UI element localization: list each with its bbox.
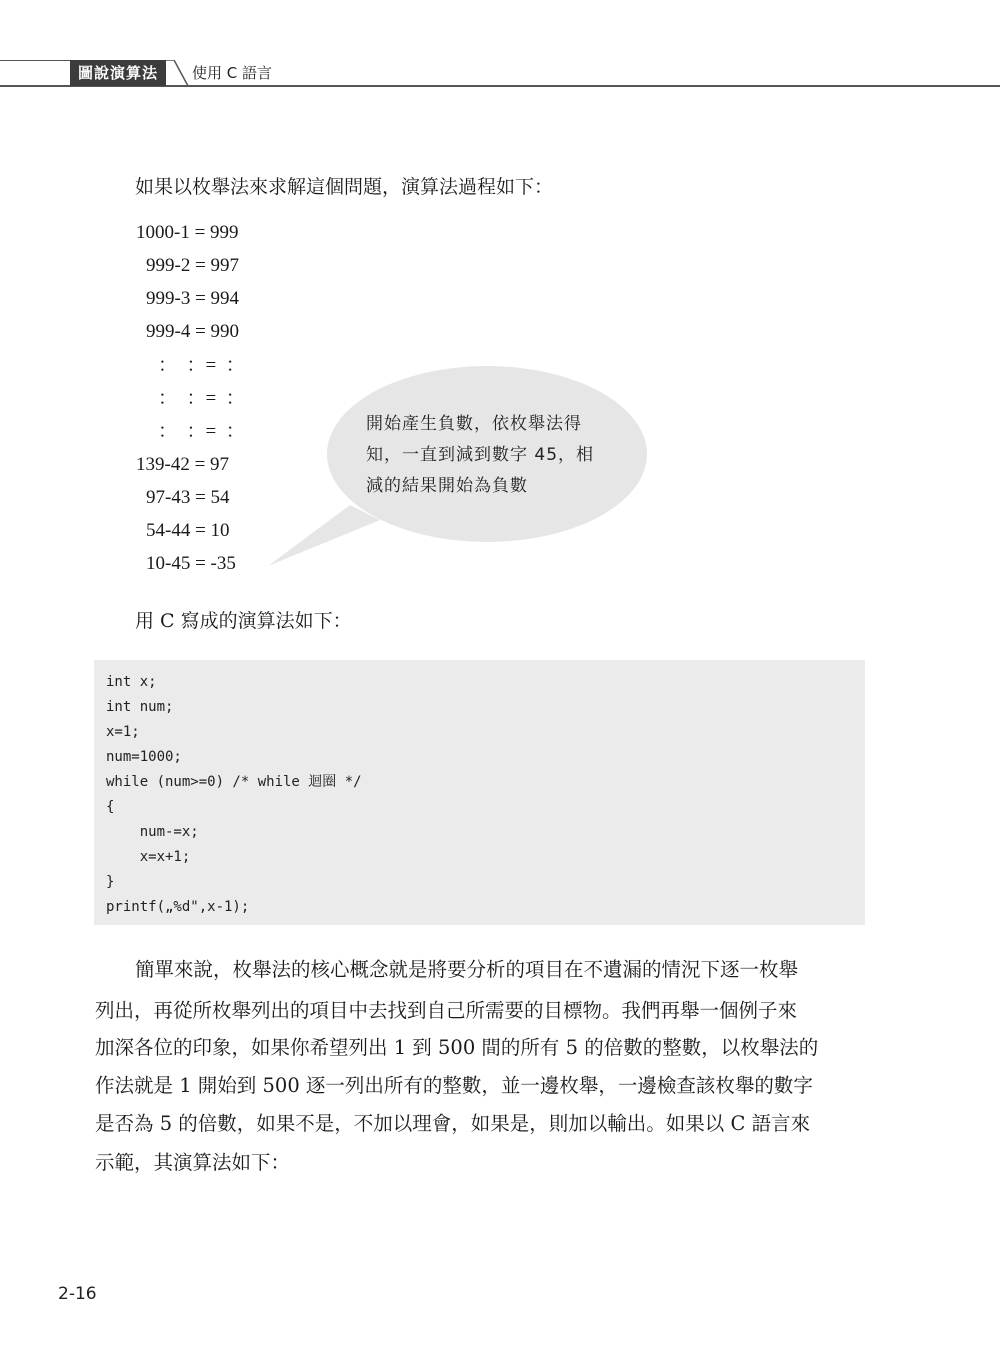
page-number: 2-16	[58, 1284, 97, 1304]
paragraph-line: 列出，再從所枚舉列出的項目中去找到自己所需要的目標物。我們再舉一個例子來	[95, 999, 798, 1022]
equation-line: 139-42 = 97	[136, 454, 230, 475]
code-line: int num;	[106, 699, 174, 715]
paragraph-line: 加深各位的印象，如果你希望列出 1 到 500 間的所有 5 的倍數的整數，以枚舉法的	[95, 1036, 819, 1059]
book-subtitle: 使用 C 語言	[192, 64, 273, 82]
equation-line: 999-4 = 990	[146, 321, 240, 342]
equation-line: 97-43 = 54	[146, 487, 230, 508]
code-line: num-=x;	[106, 824, 199, 840]
intro-text: 如果以枚舉法來求解這個問題，演算法過程如下：	[135, 176, 554, 198]
equation-line: 1000-1 = 999	[136, 222, 239, 243]
code-line: int x;	[106, 674, 157, 690]
code-line: {	[106, 799, 115, 815]
equation-ellipsis: ： ：= ：	[158, 421, 245, 442]
code-line: while (num>=0) /* while 迴圈 */	[106, 774, 362, 790]
code-line: x=1;	[106, 724, 140, 740]
equation-line: 54-44 = 10	[146, 520, 230, 541]
callout-line: 開始產生負數，依枚舉法得	[366, 414, 582, 434]
callout-bubble	[0, 0, 1000, 620]
paragraph-line: 作法就是 1 開始到 500 逐一列出所有的整數，並一邊枚舉，一邊檢查該枚舉的數字	[95, 1074, 813, 1097]
paragraph-line: 示範，其演算法如下：	[95, 1151, 291, 1174]
callout-line: 知，一直到減到數字 45，相	[366, 445, 595, 465]
code-block	[94, 660, 865, 925]
equation-line: 999-3 = 994	[146, 288, 240, 309]
equation-line: 10-45 = -35	[146, 553, 236, 574]
equation-ellipsis: ： ：= ：	[158, 388, 245, 409]
code-intro-text: 用 C 寫成的演算法如下：	[135, 610, 352, 632]
code-line: num=1000;	[106, 749, 182, 765]
callout-text	[366, 409, 626, 502]
paragraph-line: 簡單來說，枚舉法的核心概念就是將要分析的項目在不遺漏的情況下逐一枚舉	[135, 958, 799, 981]
code-line: printf(„%d",x-1);	[106, 899, 250, 915]
code-line: }	[106, 874, 115, 890]
callout-line: 減的結果開始為負數	[366, 476, 528, 496]
paragraph-line: 是否為 5 的倍數，如果不是，不加以理會，如果是，則加以輸出。如果以 C 語言來	[95, 1112, 811, 1135]
code-line: x=x+1;	[106, 849, 191, 865]
book-title: 圖說演算法	[70, 60, 166, 86]
equation-ellipsis: ： ：= ：	[158, 355, 245, 376]
equation-line: 999-2 = 997	[146, 255, 240, 276]
